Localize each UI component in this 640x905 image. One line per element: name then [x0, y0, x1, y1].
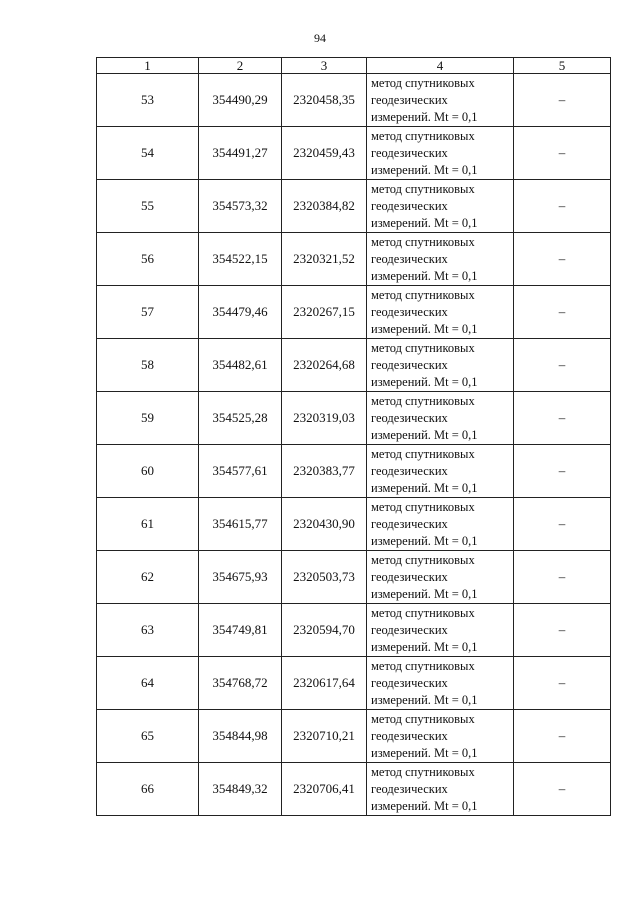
- method-text-line: метод спутниковых: [371, 552, 475, 567]
- method-text-line: геодезических: [371, 463, 448, 478]
- method-text-line: метод спутниковых: [371, 181, 475, 196]
- method-text-line: геодезических: [371, 145, 448, 160]
- note-cell: –: [514, 339, 611, 392]
- method-text-line: измерений. Mt = 0,1: [371, 798, 478, 813]
- method-text-line: измерений. Mt = 0,1: [371, 427, 478, 442]
- table-row: [97, 710, 611, 763]
- method-text-line: метод спутниковых: [371, 658, 475, 673]
- method-cell: [367, 286, 514, 339]
- table-row: [97, 604, 611, 657]
- x-coordinate-cell: 354490,29: [199, 74, 282, 127]
- method-text-line: измерений. Mt = 0,1: [371, 692, 478, 707]
- note-cell: –: [514, 74, 611, 127]
- method-text-line: измерений. Mt = 0,1: [371, 533, 478, 548]
- table-row: [97, 180, 611, 233]
- y-coordinate-cell: 2320594,70: [282, 604, 367, 657]
- note-cell: –: [514, 551, 611, 604]
- y-coordinate-cell: 2320384,82: [282, 180, 367, 233]
- page-number: 94: [314, 31, 326, 45]
- point-number-cell: 66: [97, 763, 199, 816]
- method-text-line: метод спутниковых: [371, 711, 475, 726]
- point-number-cell: 55: [97, 180, 199, 233]
- x-coordinate-cell: 354615,77: [199, 498, 282, 551]
- method-cell: [367, 657, 514, 710]
- x-coordinate-cell: 354573,32: [199, 180, 282, 233]
- column-header: 4: [367, 58, 514, 74]
- method-text-line: измерений. Mt = 0,1: [371, 162, 478, 177]
- method-text-line: геодезических: [371, 357, 448, 372]
- note-cell: –: [514, 710, 611, 763]
- point-number-cell: 65: [97, 710, 199, 763]
- method-text-line: геодезических: [371, 728, 448, 743]
- method-cell: [367, 392, 514, 445]
- point-number-cell: 63: [97, 604, 199, 657]
- method-text-line: измерений. Mt = 0,1: [371, 639, 478, 654]
- method-cell: [367, 127, 514, 180]
- note-cell: –: [514, 392, 611, 445]
- method-cell: [367, 498, 514, 551]
- note-cell: –: [514, 180, 611, 233]
- method-text-line: измерений. Mt = 0,1: [371, 321, 478, 336]
- method-text-line: измерений. Mt = 0,1: [371, 109, 478, 124]
- y-coordinate-cell: 2320267,15: [282, 286, 367, 339]
- point-number-cell: 64: [97, 657, 199, 710]
- table-row: [97, 498, 611, 551]
- method-text-line: измерений. Mt = 0,1: [371, 745, 478, 760]
- column-header: 1: [97, 58, 199, 74]
- note-cell: –: [514, 445, 611, 498]
- method-text-line: измерений. Mt = 0,1: [371, 374, 478, 389]
- table-row: [97, 127, 611, 180]
- x-coordinate-cell: 354844,98: [199, 710, 282, 763]
- method-text-line: метод спутниковых: [371, 128, 475, 143]
- y-coordinate-cell: 2320459,43: [282, 127, 367, 180]
- y-coordinate-cell: 2320710,21: [282, 710, 367, 763]
- method-text-line: метод спутниковых: [371, 393, 475, 408]
- y-coordinate-cell: 2320321,52: [282, 233, 367, 286]
- note-cell: –: [514, 498, 611, 551]
- method-text-line: геодезических: [371, 569, 448, 584]
- table-row: [97, 233, 611, 286]
- method-text-line: метод спутниковых: [371, 446, 475, 461]
- x-coordinate-cell: 354525,28: [199, 392, 282, 445]
- method-text-line: геодезических: [371, 251, 448, 266]
- x-coordinate-cell: 354522,15: [199, 233, 282, 286]
- coordinates-table: [96, 57, 611, 816]
- x-coordinate-cell: 354482,61: [199, 339, 282, 392]
- y-coordinate-cell: 2320383,77: [282, 445, 367, 498]
- column-header: 3: [282, 58, 367, 74]
- table-row: [97, 657, 611, 710]
- y-coordinate-cell: 2320458,35: [282, 74, 367, 127]
- point-number-cell: 58: [97, 339, 199, 392]
- method-text-line: метод спутниковых: [371, 234, 475, 249]
- y-coordinate-cell: 2320706,41: [282, 763, 367, 816]
- table-row: [97, 74, 611, 127]
- point-number-cell: 56: [97, 233, 199, 286]
- method-text-line: метод спутниковых: [371, 340, 475, 355]
- x-coordinate-cell: 354675,93: [199, 551, 282, 604]
- method-text-line: измерений. Mt = 0,1: [371, 215, 478, 230]
- method-text-line: измерений. Mt = 0,1: [371, 586, 478, 601]
- method-text-line: геодезических: [371, 516, 448, 531]
- method-text-line: метод спутниковых: [371, 764, 475, 779]
- y-coordinate-cell: 2320503,73: [282, 551, 367, 604]
- method-text-line: геодезических: [371, 622, 448, 637]
- method-text-line: геодезических: [371, 781, 448, 796]
- method-text-line: метод спутниковых: [371, 605, 475, 620]
- method-text-line: геодезических: [371, 675, 448, 690]
- note-cell: –: [514, 604, 611, 657]
- table-row: [97, 445, 611, 498]
- y-coordinate-cell: 2320264,68: [282, 339, 367, 392]
- note-cell: –: [514, 286, 611, 339]
- method-cell: [367, 180, 514, 233]
- method-cell: [367, 763, 514, 816]
- method-cell: [367, 604, 514, 657]
- table-row: [97, 339, 611, 392]
- point-number-cell: 62: [97, 551, 199, 604]
- method-text-line: метод спутниковых: [371, 287, 475, 302]
- header-row: [97, 58, 611, 74]
- method-cell: [367, 710, 514, 763]
- x-coordinate-cell: 354491,27: [199, 127, 282, 180]
- column-header: 2: [199, 58, 282, 74]
- x-coordinate-cell: 354749,81: [199, 604, 282, 657]
- note-cell: –: [514, 657, 611, 710]
- point-number-cell: 54: [97, 127, 199, 180]
- method-text-line: метод спутниковых: [371, 75, 475, 90]
- point-number-cell: 57: [97, 286, 199, 339]
- method-text-line: геодезических: [371, 410, 448, 425]
- method-cell: [367, 551, 514, 604]
- method-cell: [367, 74, 514, 127]
- x-coordinate-cell: 354768,72: [199, 657, 282, 710]
- point-number-cell: 60: [97, 445, 199, 498]
- column-header: 5: [514, 58, 611, 74]
- method-text-line: геодезических: [371, 304, 448, 319]
- method-text-line: измерений. Mt = 0,1: [371, 480, 478, 495]
- x-coordinate-cell: 354849,32: [199, 763, 282, 816]
- method-text-line: измерений. Mt = 0,1: [371, 268, 478, 283]
- y-coordinate-cell: 2320430,90: [282, 498, 367, 551]
- table-row: [97, 392, 611, 445]
- y-coordinate-cell: 2320319,03: [282, 392, 367, 445]
- method-text-line: геодезических: [371, 198, 448, 213]
- y-coordinate-cell: 2320617,64: [282, 657, 367, 710]
- note-cell: –: [514, 233, 611, 286]
- point-number-cell: 61: [97, 498, 199, 551]
- method-text-line: метод спутниковых: [371, 499, 475, 514]
- point-number-cell: 53: [97, 74, 199, 127]
- note-cell: –: [514, 127, 611, 180]
- method-cell: [367, 233, 514, 286]
- note-cell: –: [514, 763, 611, 816]
- point-number-cell: 59: [97, 392, 199, 445]
- table-row: [97, 763, 611, 816]
- x-coordinate-cell: 354577,61: [199, 445, 282, 498]
- table-row: [97, 551, 611, 604]
- table-row: [97, 286, 611, 339]
- method-cell: [367, 445, 514, 498]
- method-cell: [367, 339, 514, 392]
- method-text-line: геодезических: [371, 92, 448, 107]
- x-coordinate-cell: 354479,46: [199, 286, 282, 339]
